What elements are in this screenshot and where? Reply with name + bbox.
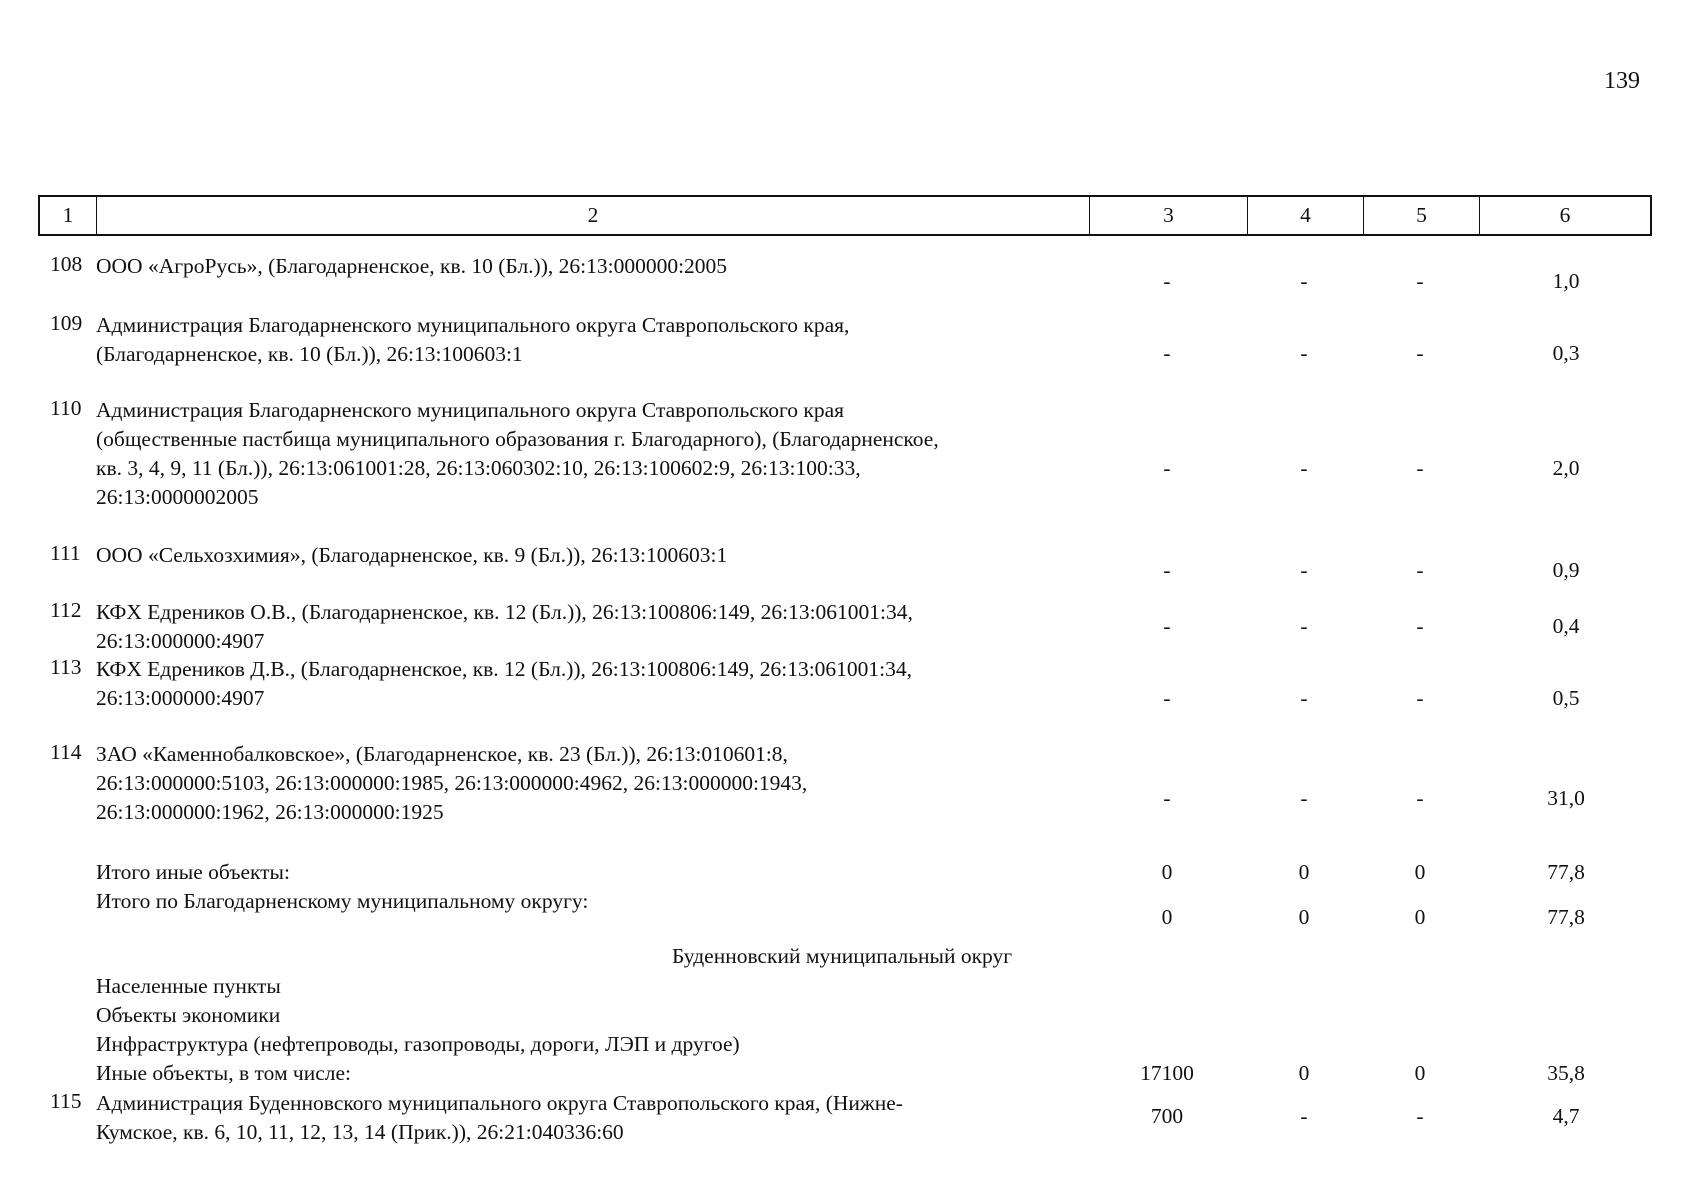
- row-number: 108: [50, 252, 83, 276]
- row-description: [96, 252, 1086, 281]
- description-line: 26:13:000000:5103, 26:13:000000:1985, 26:13:000000:4962, 26:13:000000:1943,: [96, 771, 808, 795]
- col6-value: 1,0: [1552, 269, 1580, 293]
- total-label: Итого иные объекты:: [96, 860, 290, 884]
- header-cell-5: 5: [1364, 197, 1480, 234]
- col3-value: -: [1163, 341, 1171, 365]
- page-number: 139: [1604, 68, 1640, 94]
- col3-value: -: [1163, 786, 1171, 810]
- col6-value: 0,5: [1552, 686, 1580, 710]
- description-line: 26:13:000000:4907: [96, 629, 265, 653]
- col3-value: 700: [1150, 1104, 1184, 1128]
- col3-value: -: [1163, 686, 1171, 710]
- col6-value: 0,4: [1552, 614, 1580, 638]
- description-line: КФХ Едреников О.В., (Благодарненское, кв. 12 (Бл.)), 26:13:100806:149, 26:13:061001:34,: [96, 600, 913, 624]
- col5-value: 0: [1414, 860, 1426, 884]
- row-number: 112: [50, 598, 82, 622]
- col5-value: -: [1416, 1104, 1424, 1128]
- row-description: [96, 541, 1086, 570]
- row-number: 115: [50, 1089, 82, 1113]
- header-cell-2: 2: [97, 197, 1090, 234]
- description-line: кв. 3, 4, 9, 11 (Бл.)), 26:13:061001:28, 26:13:060302:10, 26:13:100602:9, 26:13:100:33,: [96, 456, 861, 480]
- col5-value: 0: [1414, 905, 1426, 929]
- description-line: 26:13:0000002005: [96, 485, 259, 509]
- col3-value: 0: [1161, 905, 1173, 929]
- col4-value: -: [1300, 456, 1308, 480]
- col4-value: 0: [1298, 905, 1310, 929]
- col4-value: -: [1300, 558, 1308, 582]
- col4-value: -: [1300, 269, 1308, 293]
- col4-value: -: [1300, 786, 1308, 810]
- col4-value: -: [1300, 614, 1308, 638]
- row-description: [96, 1089, 1086, 1147]
- description-line: Администрация Благодарненского муниципального округа Ставропольского края: [96, 398, 845, 422]
- description-line: 26:13:000000:1962, 26:13:000000:1925: [96, 800, 444, 824]
- col6-value: 35,8: [1547, 1061, 1585, 1085]
- row-description: [96, 598, 1086, 656]
- col5-value: -: [1416, 269, 1424, 293]
- col4-value: -: [1300, 341, 1308, 365]
- col3-value: -: [1163, 456, 1171, 480]
- col5-value: 0: [1414, 1061, 1426, 1085]
- col3-value: 17100: [1140, 1061, 1194, 1085]
- col6-value: 0,9: [1552, 558, 1580, 582]
- description-line: КФХ Едреников Д.В., (Благодарненское, кв. 12 (Бл.)), 26:13:100806:149, 26:13:061001:34,: [96, 657, 913, 681]
- col5-value: -: [1416, 341, 1424, 365]
- description-line: (Благодарненское, кв. 10 (Бл.)), 26:13:100603:1: [96, 342, 523, 366]
- section-title: Буденновский муниципальный округ: [672, 944, 1013, 968]
- col6-value: 77,8: [1547, 860, 1585, 884]
- col3-value: 0: [1161, 860, 1173, 884]
- row-number: 114: [50, 740, 82, 764]
- category-label: Объекты экономики: [96, 1003, 281, 1027]
- header-cell-3: 3: [1090, 197, 1248, 234]
- col4-value: 0: [1298, 860, 1310, 884]
- col6-value: 77,8: [1547, 905, 1585, 929]
- col5-value: -: [1416, 558, 1424, 582]
- col6-value: 0,3: [1552, 341, 1580, 365]
- description-line: ООО «Сельхозхимия», (Благодарненское, кв. 9 (Бл.)), 26:13:100603:1: [96, 543, 728, 567]
- col3-value: -: [1163, 614, 1171, 638]
- other-objects-label: Иные объекты, в том числе:: [96, 1061, 352, 1085]
- row-description: [96, 311, 1086, 369]
- col6-value: 2,0: [1552, 456, 1580, 480]
- col5-value: -: [1416, 614, 1424, 638]
- row-number: 110: [50, 396, 82, 420]
- col5-value: -: [1416, 786, 1424, 810]
- description-line: Администрация Благодарненского муниципального округа Ставропольского края,: [96, 313, 850, 337]
- total-label: Итого по Благодарненскому муниципальному округу:: [96, 889, 589, 913]
- row-description: [96, 740, 1086, 827]
- description-line: (общественные пастбища муниципального образования г. Благодарного), (Благодарненское,: [96, 427, 939, 451]
- col6-value: 4,7: [1552, 1104, 1580, 1128]
- col3-value: -: [1163, 269, 1171, 293]
- header-cell-4: 4: [1248, 197, 1364, 234]
- col5-value: -: [1416, 686, 1424, 710]
- description-line: Кумское, кв. 6, 10, 11, 12, 13, 14 (Прик.)), 26:21:040336:60: [96, 1120, 624, 1144]
- category-label: Населенные пункты: [96, 974, 281, 998]
- table-header: [38, 195, 1652, 236]
- row-number: 109: [50, 311, 83, 335]
- row-description: [96, 655, 1086, 713]
- row-description: [96, 396, 1086, 512]
- col5-value: -: [1416, 456, 1424, 480]
- row-number: 111: [50, 541, 81, 565]
- header-cell-6: 6: [1559, 203, 1571, 227]
- category-label: Инфраструктура (нефтепроводы, газопроводы, дороги, ЛЭП и другое): [96, 1032, 740, 1056]
- description-line: 26:13:000000:4907: [96, 686, 265, 710]
- col4-value: -: [1300, 1104, 1308, 1128]
- col4-value: -: [1300, 686, 1308, 710]
- row-number: 113: [50, 655, 82, 679]
- description-line: ЗАО «Каменнобалковское», (Благодарненское, кв. 23 (Бл.)), 26:13:010601:8,: [96, 742, 788, 766]
- col6-value: 31,0: [1547, 786, 1585, 810]
- description-line: Администрация Буденновского муниципального округа Ставропольского края, (Нижне-: [96, 1091, 903, 1115]
- description-line: ООО «АгроРусь», (Благодарненское, кв. 10 (Бл.)), 26:13:000000:2005: [96, 254, 728, 278]
- header-cell-1: 1: [40, 197, 97, 234]
- col4-value: 0: [1298, 1061, 1310, 1085]
- col3-value: -: [1163, 558, 1171, 582]
